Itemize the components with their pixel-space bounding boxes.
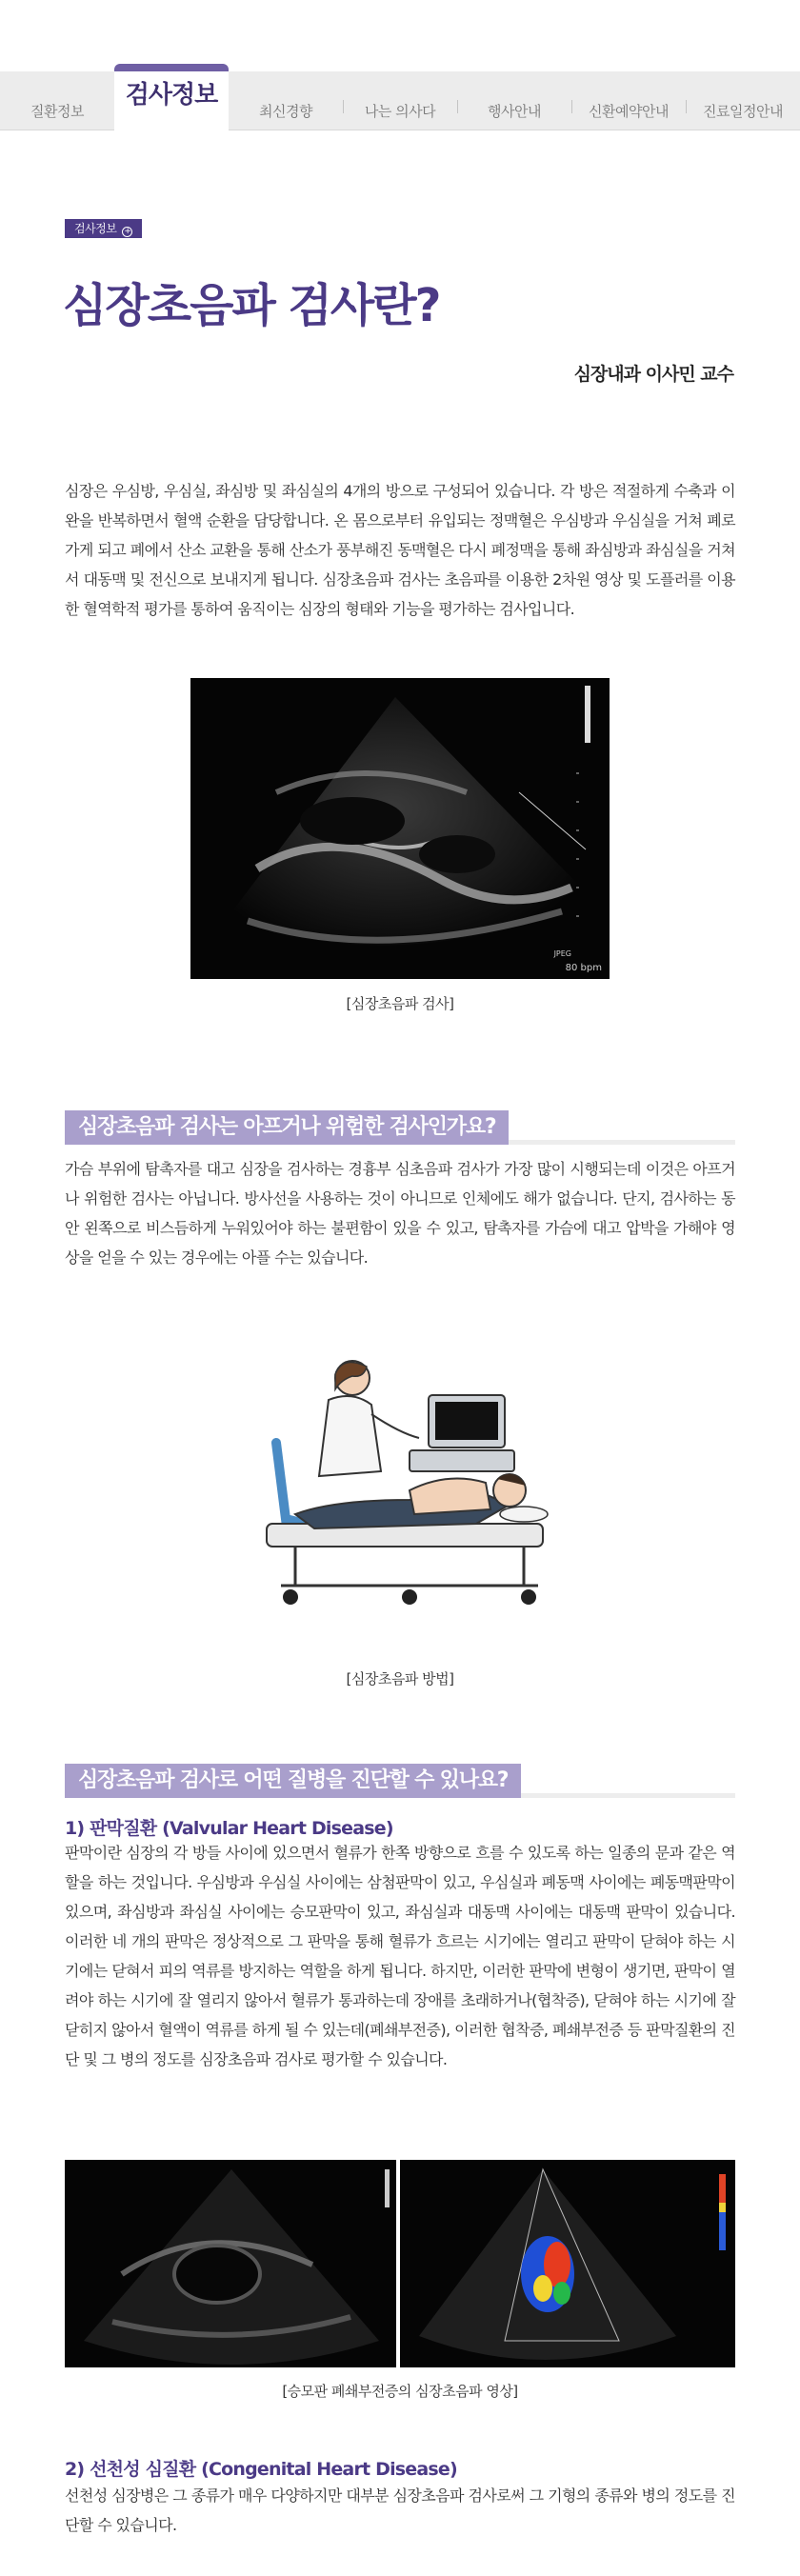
category-badge[interactable] — [65, 219, 142, 238]
congenital-paragraph: 선천성 심장병은 그 종류가 매우 다양하지만 대부분 심장초음파 검사로써 그 기형의 종류와 병의 정도를 진단할 수 있습니다. — [65, 2486, 735, 2534]
category-label: 검사정보 — [74, 222, 117, 235]
nav-item-new-patient[interactable]: 신환예약안내 — [589, 103, 669, 120]
author-name: 심장내과 이사민 교수 — [573, 364, 733, 385]
image-caption: [심장초음파 방법] — [346, 1670, 454, 1687]
nav-item-trends[interactable]: 최신경향 — [259, 103, 312, 120]
page-title: 심장초음파 검사란? — [63, 279, 440, 332]
section-heading-label: 심장초음파 검사로 어떤 질병을 진단할 수 있나요? — [65, 1764, 521, 1798]
nav-item-disease-info[interactable]: 질환정보 — [30, 103, 84, 120]
intro-paragraph: 심장은 우심방, 우심실, 좌심방 및 좌심실의 4개의 방으로 구성되어 있습니다. 각 방은 적절하게 수축과 이완을 반복하면서 혈액 순환을 담당합니다. 온 몸으로부터 유입되는 정맥혈은 우심방과 우심실을 거쳐 폐로 가게 되고 폐에서 산소 교환을 통해 산소가 풍부해진 동맥혈은 다시 폐정맥을 통해 좌심방과 좌심실을 거쳐서 대동맥 및 전신으로 보내지게 됩니다. 심장초음파 검사는 초음파를 이용한 2차원 영상 및 도플러를 이용한 혈역학적 평가를 통하여 움직이는 심장의 형태와 기능을 평가하는 검사입니다. — [65, 482, 735, 618]
top-navigation — [0, 71, 800, 130]
nav-item-schedule[interactable]: 진료일정안내 — [703, 103, 783, 120]
section-heading-diagnosis — [65, 1764, 735, 1798]
image-caption: [승모판 폐쇄부전증의 심장초음파 영상] — [282, 2383, 518, 2400]
section-heading-label: 심장초음파 검사는 아프거나 위험한 검사인가요? — [65, 1110, 509, 1145]
nav-item-events[interactable]: 행사안내 — [488, 103, 541, 120]
echocardiogram-doppler-image — [400, 2160, 735, 2367]
valvular-paragraph: 판막이란 심장의 각 방들 사이에 있으면서 혈류가 한쪽 방향으로 흐를 수 있도록 하는 일종의 문과 같은 역할을 하는 것입니다. 우심방과 우심실 사이에는 삼첨판막이 있고, 우심실과 폐동맥 사이에는 폐동맥판막이 있으며, 좌심방과 좌심실 사이에는 승모판막이 있고, 좌심실과 대동맥 사이에는 대동맥 판막이 있습니다. 이러한 네 개의 판막은 정상적으로 그 판막을 통해 혈류가 흐르는 시기에는 열리고 판막이 닫혀야 하는 시기에는 닫혀서 피의 역류를 방지하는 역할을 하게 됩니다. 하지만, 이러한 판막에 변형이 생기면, 판막이 열려야 하는 시기에 잘 열리지 않아서 혈류가 통과하는데 장애를 초래하거나(협착증), 닫혀야 하는 시기에 잘 닫히지 않아서 혈액이 역류를 하게 될 수 있는데(폐쇄부전증), 이러한 협착증, 폐쇄부전증 등 판막질환의 진단 및 그 병의 정도를 심장초음파 검사로 평가할 수 있습니다. — [65, 1844, 735, 2068]
format-label: JPEG — [553, 949, 571, 958]
exam-illustration — [238, 1357, 562, 1614]
nav-item-label: 검사정보 — [125, 81, 218, 110]
subheading-valvular: 1) 판막질환 (Valvular Heart Disease) — [65, 1818, 393, 1839]
nav-item-exam-info[interactable] — [114, 64, 229, 130]
heart-rate-label: 80 bpm — [565, 963, 602, 973]
safety-paragraph: 가슴 부위에 탐촉자를 대고 심장을 검사하는 경흉부 심초음파 검사가 가장 많이 시행되는데 이것은 아프거나 위험한 검사는 아닙니다. 방사선을 사용하는 것이 아니므로 인체에도 해가 없습니다. 단지, 검사하는 동안 왼쪽으로 비스듬하게 누워있어야 하는 불편함이 있을 수 있고, 탐촉자를 가슴에 대고 압박을 가해야 영상을 얻을 수 있는 경우에는 아플 수는 있습니다. — [65, 1160, 735, 1267]
active-tab-indicator — [114, 64, 229, 71]
plus-icon: + — [124, 227, 131, 236]
echocardiogram-image — [190, 678, 610, 979]
section-heading-safety — [65, 1110, 735, 1145]
image-caption: [심장초음파 검사] — [346, 995, 454, 1012]
nav-item-doctor[interactable]: 나는 의사다 — [364, 103, 436, 120]
subheading-congenital: 2) 선천성 심질환 (Congenital Heart Disease) — [65, 2459, 457, 2480]
echocardiogram-image-left — [65, 2160, 396, 2367]
